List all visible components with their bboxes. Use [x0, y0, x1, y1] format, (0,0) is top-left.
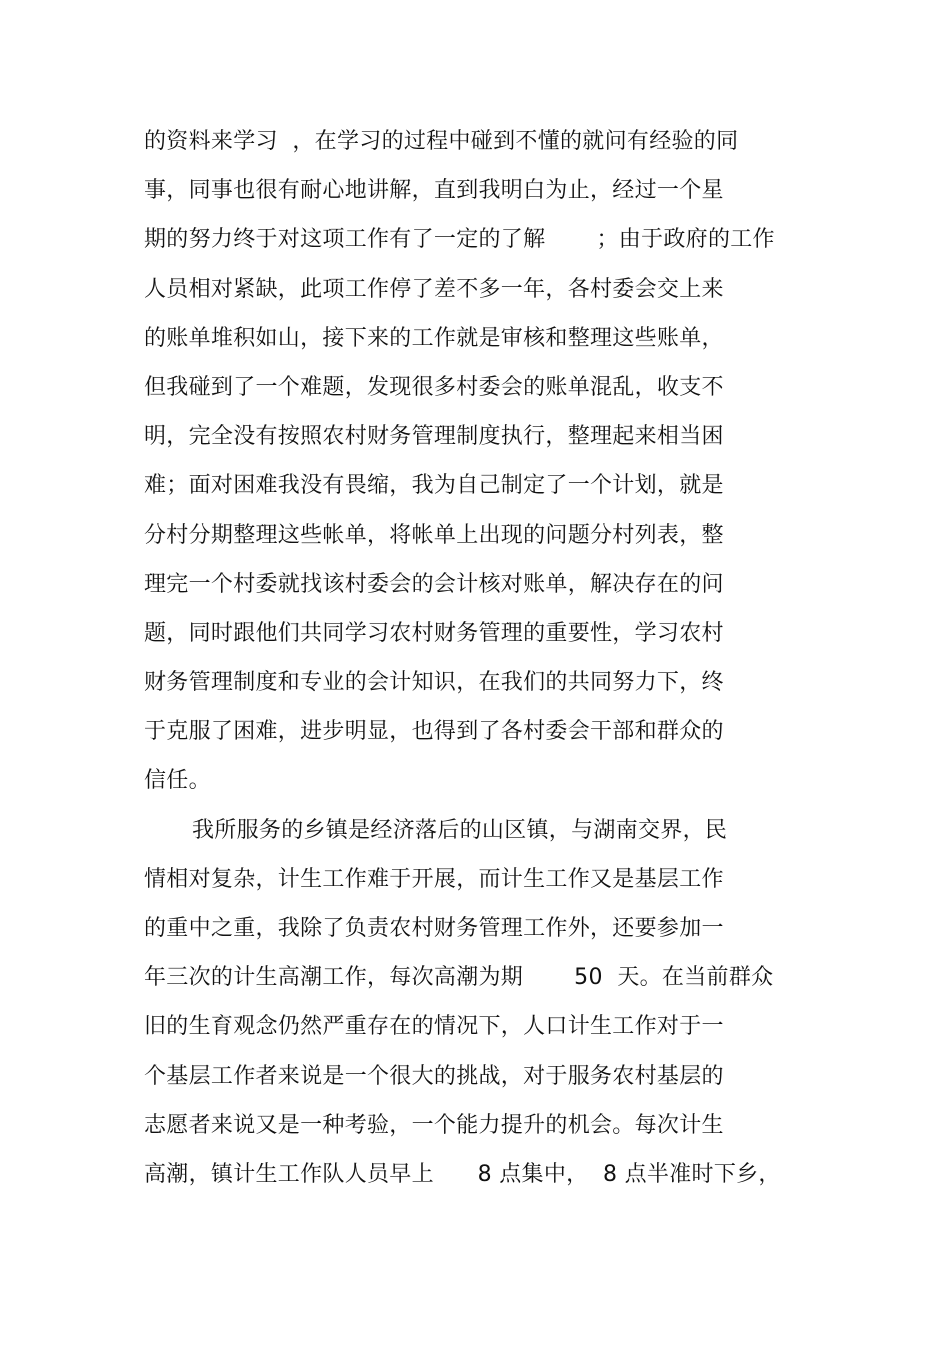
text-line: 但我碰到了一个难题，发现很多村委会的账单混乱，收支不	[144, 374, 724, 400]
text-line: 的账单堆积如山，接下来的工作就是审核和整理这些账单，	[144, 325, 724, 351]
text-line: 明，完全没有按照农村财务管理制度执行，整理起来相当困	[144, 424, 724, 450]
paragraph-first-line: 我所服务的乡镇是经济落后的山区镇，与湖南交界，民	[192, 817, 728, 843]
text-line: 财务管理制度和专业的会计知识，在我们的共同努力下，终	[144, 670, 724, 696]
text-line: 题，同时跟他们共同学习农村财务管理的重要性，学习农村	[144, 620, 724, 646]
text-line: 理完一个村委就找该村委会的会计核对账单，解决存在的问	[144, 571, 724, 597]
text-line: 志愿者来说又是一种考验，一个能力提升的机会。每次计生	[144, 1112, 724, 1138]
text-line: 信任。	[144, 768, 211, 794]
body-text	[144, 122, 804, 1204]
text-line: 个基层工作者来说是一个很大的挑战，对于服务农村基层的	[144, 1063, 724, 1089]
text-line: 的重中之重，我除了负责农村财务管理工作外，还要参加一	[144, 916, 724, 941]
text-line: 人员相对紧缺，此项工作停了差不多一年，各村委会交上来	[144, 276, 724, 302]
text-line: 年三次的计生高潮工作，每次高潮为期 50 天。在当前群众	[144, 965, 774, 991]
text-line: 难；面对困难我没有畏缩，我为自己制定了一个计划，就是	[144, 473, 724, 499]
text-line: 事，同事也很有耐心地讲解，直到我明白为止，经过一个星	[144, 178, 724, 204]
text-line: 于克服了困难，进步明显，也得到了各村委会干部和群众的	[144, 719, 724, 745]
text-line: 情相对复杂，计生工作难于开展，而计生工作又是基层工作	[144, 866, 724, 892]
text-line: 分村分期整理这些帐单，将帐单上出现的问题分村列表，整	[144, 522, 724, 548]
text-line: 的资料来学习 ，在学习的过程中碰到不懂的就问有经验的同	[144, 129, 739, 154]
text-line: 高潮，镇计生工作队人员早上 8 点集中， 8 点半准时下乡，	[144, 1161, 781, 1187]
text-line: 旧的生育观念仍然严重存在的情况下，人口计生工作对于一	[144, 1014, 724, 1040]
text-line: 期的努力终于对这项工作有了一定的了解 ；由于政府的工作	[144, 227, 775, 253]
